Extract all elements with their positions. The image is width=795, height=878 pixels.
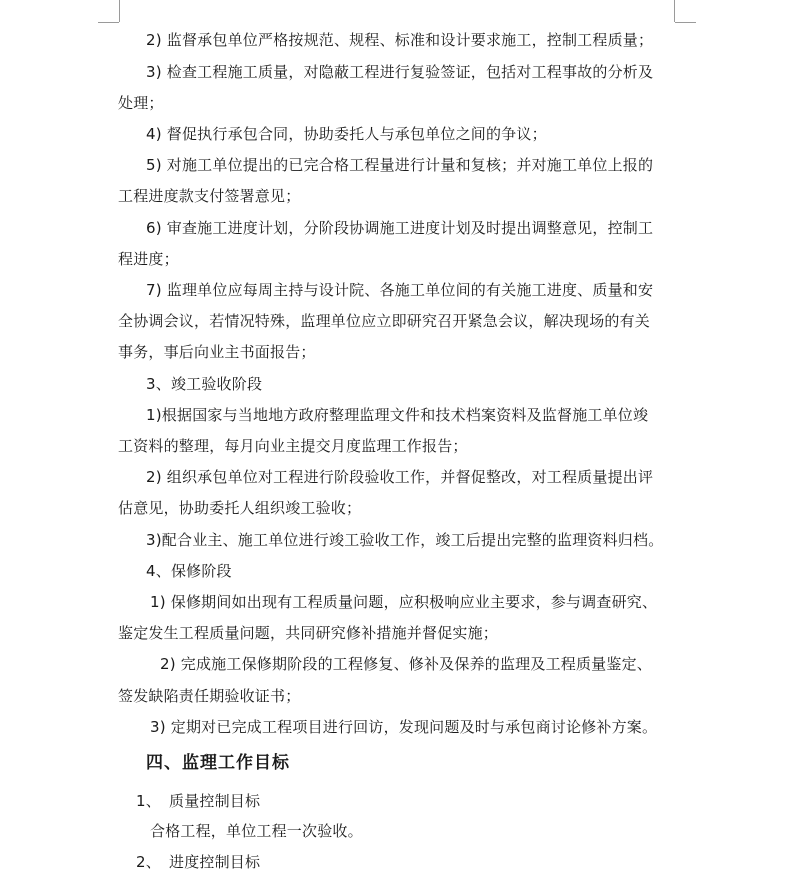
paragraph-line: 1) 保修期间如出现有工程质量问题，应积极响应业主要求，参与调查研究、 xyxy=(150,593,658,611)
paragraph-line: 工程进度款支付签署意见； xyxy=(118,187,301,205)
paragraph-line: 2) 完成施工保修期阶段的工程修复、修补及保养的监理及工程质量鉴定、 xyxy=(160,655,652,673)
paragraph-line: 工资料的整理，每月向业主提交月度监理工作报告； xyxy=(118,437,468,455)
paragraph-line: 3)配合业主、施工单位进行竣工验收工作，竣工后提出完整的监理资料归档。 xyxy=(146,531,664,549)
goal-title: 质量控制目标 xyxy=(169,792,261,810)
subsection-heading: 3、竣工验收阶段 xyxy=(146,375,263,393)
goal-body: 合格工程，单位工程一次验收。 xyxy=(150,822,363,840)
goal-title: 进度控制目标 xyxy=(169,853,261,871)
section-heading: 四、监理工作目标 xyxy=(146,753,290,773)
paragraph-line: 1)根据国家与当地地方政府整理监理文件和技术档案资料及监督施工单位竣 xyxy=(146,406,649,424)
crop-mark-top-left xyxy=(98,22,119,23)
subsection-heading: 4、保修阶段 xyxy=(146,562,232,580)
paragraph-line: 2) 监督承包单位严格按规范、规程、标准和设计要求施工，控制工程质量； xyxy=(146,31,654,49)
paragraph-line: 7) 监理单位应每周主持与设计院、各施工单位间的有关施工进度、质量和安 xyxy=(146,281,654,299)
paragraph-line: 6) 审查施工进度计划，分阶段协调施工进度计划及时提出调整意见，控制工 xyxy=(146,219,654,237)
paragraph-line: 签发缺陷责任期验收证书； xyxy=(118,687,301,705)
crop-mark-top-left xyxy=(119,0,120,22)
paragraph-line: 程进度； xyxy=(118,250,179,268)
paragraph-line: 全协调会议，若情况特殊，监理单位应立即研究召开紧急会议，解决现场的有关 xyxy=(118,312,651,330)
goal-number: 1、 xyxy=(136,792,161,810)
paragraph-line: 事务，事后向业主书面报告； xyxy=(118,343,316,361)
paragraph-line: 2) 组织承包单位对工程进行阶段验收工作，并督促整改，对工程质量提出评 xyxy=(146,468,654,486)
crop-mark-top-right xyxy=(675,22,696,23)
paragraph-line: 4) 督促执行承包合同，协助委托人与承包单位之间的争议； xyxy=(146,125,547,143)
goal-number: 2、 xyxy=(136,853,161,871)
crop-mark-top-right xyxy=(674,0,675,22)
paragraph-line: 估意见，协助委托人组织竣工验收； xyxy=(118,499,362,517)
paragraph-line: 鉴定发生工程质量问题，共同研究修补措施并督促实施； xyxy=(118,624,499,642)
paragraph-line: 处理； xyxy=(118,94,164,112)
paragraph-line: 3) 定期对已完成工程项目进行回访，发现问题及时与承包商讨论修补方案。 xyxy=(150,718,658,736)
paragraph-line: 5) 对施工单位提出的已完合格工程量进行计量和复核；并对施工单位上报的 xyxy=(146,156,654,174)
paragraph-line: 3) 检查工程施工质量，对隐蔽工程进行复验签证，包括对工程事故的分析及 xyxy=(146,63,654,81)
